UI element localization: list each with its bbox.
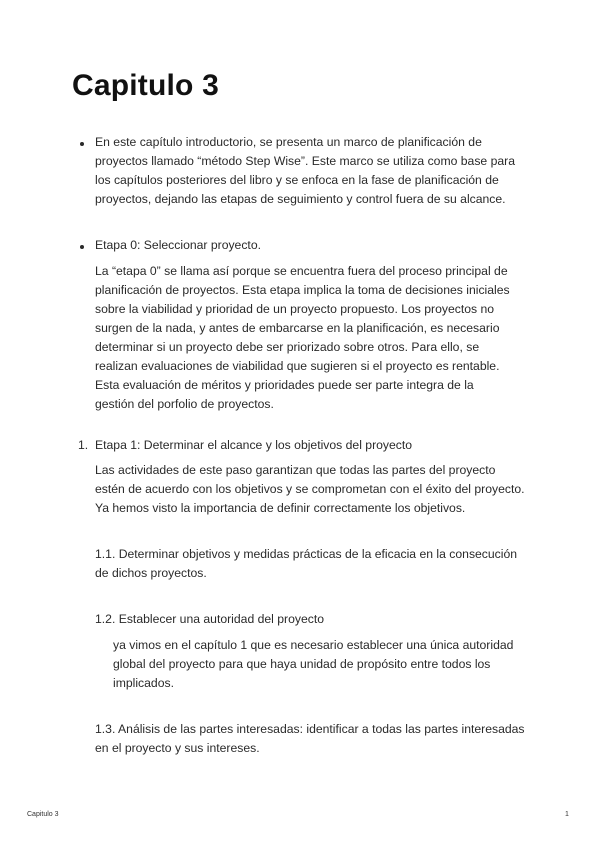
stage0-heading: Etapa 0: Seleccionar proyecto.: [95, 238, 261, 252]
stage1-body: Las actividades de este paso garantizan que todas las partes del proyecto estén de acuerdo con los objetivos y se comprometan con el éxito del proyecto. Ya hemos visto la importancia de definir correctamente los objetivos.: [95, 463, 525, 515]
subsection-1-2-body: ya vimos en el capítulo 1 que es necesario establecer una única autoridad global del proyecto para que haya unidad de propósito entre todos los implicados.: [113, 638, 514, 690]
bullet-dot: [80, 142, 84, 146]
subsection-1-2-heading: 1.2. Establecer una autoridad del proyecto: [95, 612, 325, 626]
subsection-1-1: 1.1. Determinar objetivos y medidas prácticas de la eficacia en la consecución de dichos proyectos.: [95, 547, 518, 580]
footer-title: Capitulo 3: [27, 811, 59, 818]
bullet-dot: [80, 245, 84, 249]
footer-page-number: 1: [565, 811, 569, 818]
page-title: Capitulo 3: [72, 69, 220, 102]
stage1-heading: Etapa 1: Determinar el alcance y los objetivos del proyecto: [95, 438, 413, 452]
intro-bullet-text: En este capítulo introductorio, se presenta un marco de planificación de proyectos llamado “método Step Wise”. Este marco se utiliza como base para los capítulos posteriores del libro y se enfoca en la fase de planificación de proyectos, dejando las etapas de seguimiento y control fuera de su alcance.: [95, 135, 515, 206]
stage1-marker: 1.: [78, 438, 89, 452]
subsection-1-3: 1.3. Análisis de las partes interesadas: identificar a todas las partes interesadas en el proyecto y sus intereses.: [95, 722, 525, 755]
stage0-body: La “etapa 0” se llama así porque se encuentra fuera del proceso principal de planificación de proyectos. Esta etapa implica la toma de decisiones iniciales sobre la viabilidad y prioridad de un proyecto propuesto. Los proyectos no surgen de la nada, y antes de embarcarse en la planificación, es necesario determinar si un proyecto debe ser priorizado sobre otros. Para ello, se realizan evaluaciones de viabilidad que sugieren si el proyecto es rentable. Esta evaluación de méritos y prioridades puede ser parte integra de la gestión del porfolio de proyectos.: [95, 264, 510, 411]
